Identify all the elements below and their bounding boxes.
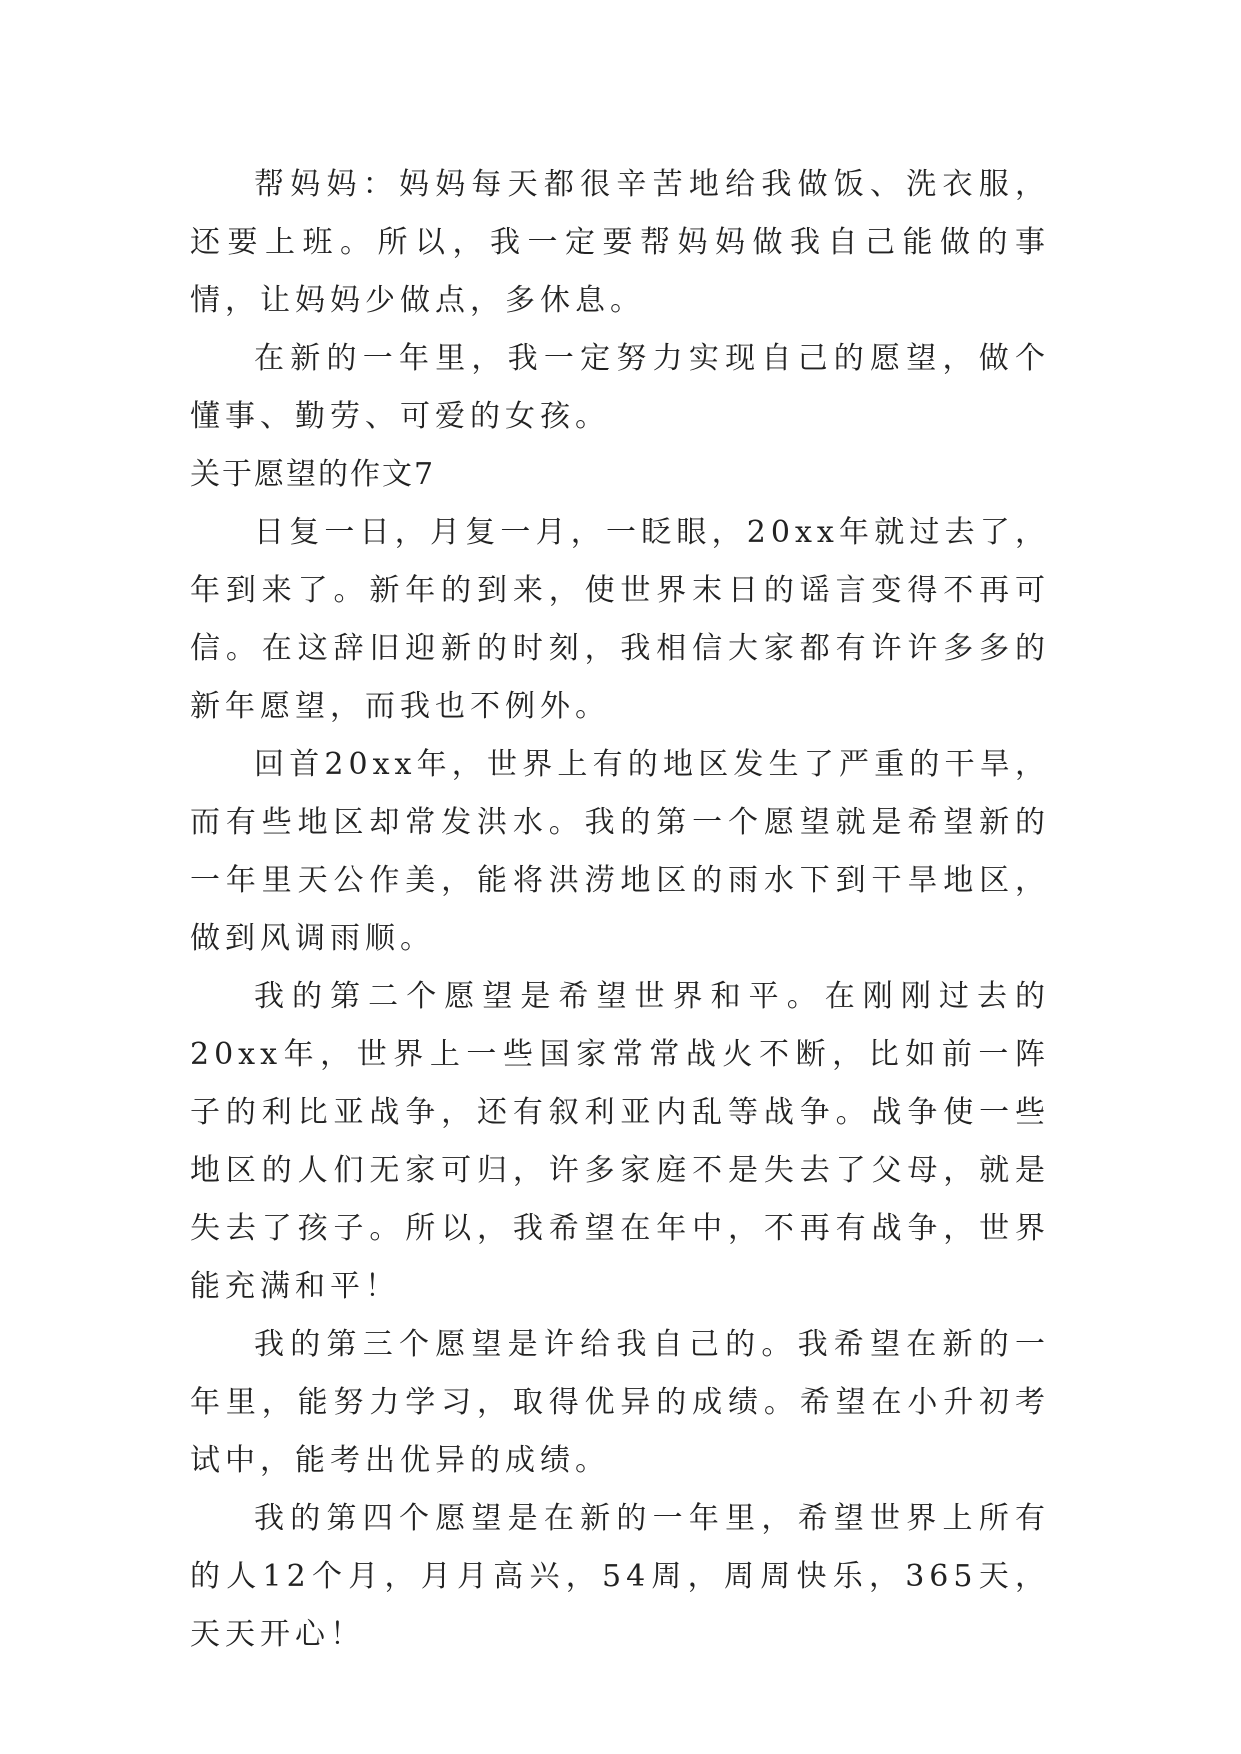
paragraph-first-wish: 回首20xx年，世界上有的地区发生了严重的干旱，而有些地区却常发洪水。我的第一个愿望就是希望新的一年里天公作美，能将洪涝地区的雨水下到干旱地区，做到风调雨顺。 xyxy=(190,747,1050,956)
paragraph-second-wish: 我的第二个愿望是希望世界和平。在刚刚过去的20xx年，世界上一些国家常常战火不断，比如前一阵子的利比亚战争，还有叙利亚内乱等战争。战争使一些地区的人们无家可归，许多家庭不是失去了父母，就是失去了孩子。所以，我希望在年中，不再有战争，世界能充满和平！ xyxy=(190,979,1050,1304)
paragraph-intro: 日复一日，月复一月，一眨眼，20xx年就过去了，年到来了。新年的到来，使世界末日的谣言变得不再可信。在这辞旧迎新的时刻，我相信大家都有许许多多的新年愿望，而我也不例外。 xyxy=(190,515,1050,724)
paragraph-fourth-wish: 我的第四个愿望是在新的一年里，希望世界上所有的人12个月，月月高兴，54周，周周快乐，365天，天天开心！ xyxy=(190,1501,1050,1652)
essay-heading: 关于愿望的作文7 xyxy=(190,457,436,492)
paragraph-third-wish: 我的第三个愿望是许给我自己的。我希望在新的一年里，能努力学习，取得优异的成绩。希望在小升初考试中，能考出优异的成绩。 xyxy=(190,1327,1050,1478)
paragraph-help-mom: 帮妈妈：妈妈每天都很辛苦地给我做饭、洗衣服，还要上班。所以，我一定要帮妈妈做我自己能做的事情，让妈妈少做点，多休息。 xyxy=(190,167,1050,318)
document-body xyxy=(190,156,1050,1664)
paragraph-new-year-resolve: 在新的一年里，我一定努力实现自己的愿望，做个懂事、勤劳、可爱的女孩。 xyxy=(190,341,1050,434)
